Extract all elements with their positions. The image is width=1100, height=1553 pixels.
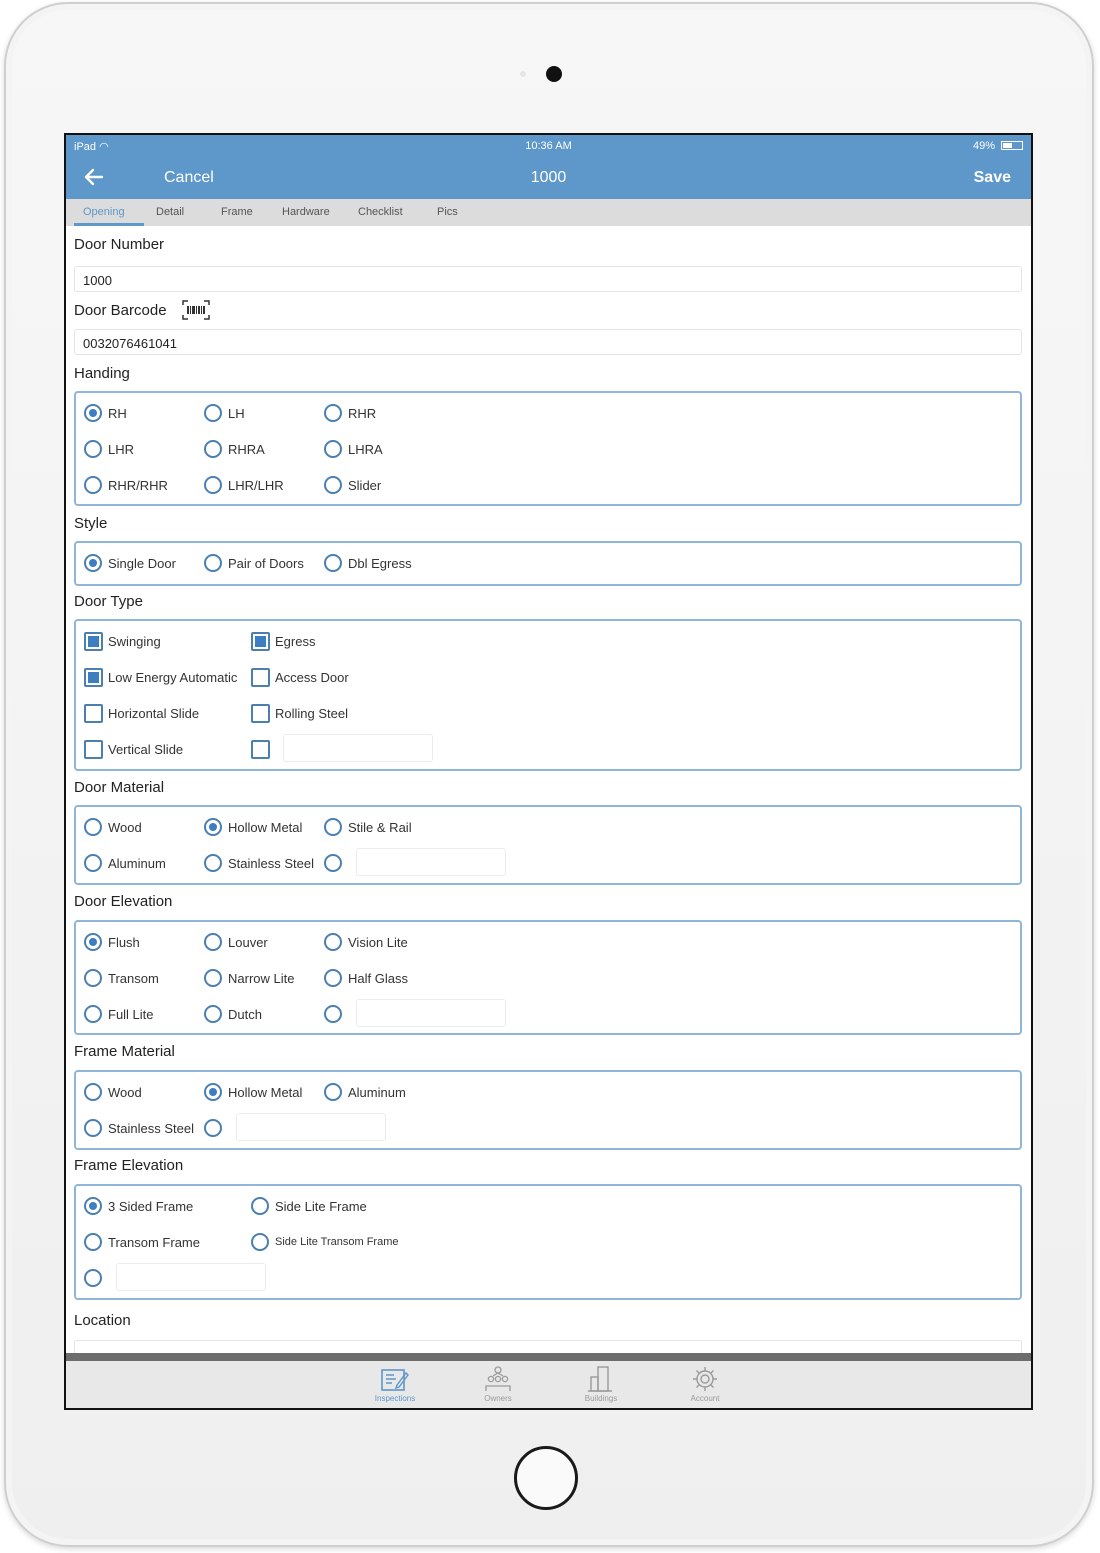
tab-strip	[66, 199, 1031, 226]
tab-checklist[interactable]: Checklist	[358, 206, 403, 218]
barcode-scan-icon[interactable]	[182, 300, 210, 320]
tab-detail[interactable]: Detail	[156, 206, 185, 218]
sensor	[520, 71, 526, 77]
radio-icon	[324, 854, 342, 872]
radio-icon	[204, 969, 222, 987]
radio-selected-icon	[84, 933, 102, 951]
radio-icon	[204, 854, 222, 872]
tab-buildings[interactable]: Buildings	[566, 1365, 636, 1403]
radio-icon	[324, 1005, 342, 1023]
radio-icon	[324, 1083, 342, 1101]
owners-icon	[483, 1365, 513, 1393]
style-group: Single Door Pair of Doors Dbl Egress	[74, 541, 1022, 586]
door-material-other-input[interactable]	[356, 848, 506, 876]
battery-percent: 49%	[972, 140, 995, 152]
style-label: Style	[74, 515, 108, 532]
radio-icon	[84, 1269, 102, 1287]
door-elevation-group: Flush Louver Vision Lite Transom Narrow Lite Half Glass Full Lite Dutch	[74, 920, 1022, 1035]
checkbox-icon	[251, 668, 270, 687]
radio-icon	[324, 969, 342, 987]
radio-icon	[204, 440, 222, 458]
radio-selected-icon	[204, 818, 222, 836]
checkbox-icon	[84, 740, 103, 759]
nav-bar	[66, 157, 1031, 199]
tab-opening[interactable]: Opening	[83, 206, 125, 218]
tab-account[interactable]: Account	[670, 1365, 740, 1403]
radio-icon	[204, 933, 222, 951]
status-bar	[66, 135, 1031, 157]
page-title: 1000	[530, 169, 567, 186]
location-input[interactable]	[74, 1340, 1022, 1353]
app-screen	[64, 133, 1033, 1410]
radio-icon	[251, 1233, 269, 1251]
form-content	[66, 226, 1031, 1353]
radio-selected-icon	[84, 1197, 102, 1215]
door-number-label: Door Number	[74, 236, 165, 253]
door-elevation-other-input[interactable]	[356, 999, 506, 1027]
door-material-group: Wood Hollow Metal Stile & Rail Aluminum Stainless Steel	[74, 805, 1022, 885]
door-type-label: Door Type	[74, 593, 143, 610]
door-type-group: Swinging Egress Low Energy Automatic Access Door Horizontal Slide Rolling Steel Vertical Slide	[74, 619, 1022, 771]
frame-material-other-input[interactable]	[236, 1113, 386, 1141]
radio-icon	[204, 1005, 222, 1023]
carrier-label: iPad ◠	[74, 141, 109, 153]
checkbox-icon	[84, 704, 103, 723]
checkbox-checked-icon	[251, 632, 270, 651]
wifi-icon: ◠	[99, 141, 109, 153]
front-camera	[546, 66, 562, 82]
tab-pics[interactable]: Pics	[437, 206, 458, 218]
frame-elevation-label: Frame Elevation	[74, 1157, 184, 1174]
radio-icon	[324, 476, 342, 494]
radio-icon	[324, 440, 342, 458]
radio-icon	[324, 404, 342, 422]
battery-icon	[1001, 141, 1023, 150]
door-elevation-label: Door Elevation	[74, 893, 173, 910]
frame-elevation-other-input[interactable]	[116, 1263, 266, 1291]
checkbox-checked-icon	[84, 668, 103, 687]
door-type-other-input[interactable]	[283, 734, 433, 762]
radio-icon	[84, 854, 102, 872]
frame-elevation-group: 3 Sided Frame Side Lite Frame Transom Frame Side Lite Transom Frame	[74, 1184, 1022, 1300]
radio-icon	[84, 476, 102, 494]
radio-icon	[204, 554, 222, 572]
radio-selected-icon	[204, 1083, 222, 1101]
cancel-button[interactable]: Cancel	[164, 169, 214, 186]
radio-icon	[84, 969, 102, 987]
frame-material-group: Wood Hollow Metal Aluminum Stainless Steel	[74, 1070, 1022, 1150]
radio-selected-icon	[84, 554, 102, 572]
radio-icon	[84, 440, 102, 458]
radio-icon	[84, 1005, 102, 1023]
radio-icon	[251, 1197, 269, 1215]
home-button[interactable]	[514, 1446, 578, 1510]
radio-icon	[204, 404, 222, 422]
door-barcode-input[interactable]: 0032076461041	[74, 329, 1022, 355]
tab-bar-divider	[66, 1353, 1031, 1361]
checkbox-checked-icon	[84, 632, 103, 651]
radio-icon	[204, 476, 222, 494]
inspections-icon	[380, 1365, 410, 1393]
radio-icon	[324, 933, 342, 951]
radio-selected-icon	[84, 404, 102, 422]
door-barcode-label: Door Barcode	[74, 302, 167, 319]
tab-owners[interactable]: Owners	[463, 1365, 533, 1403]
save-button[interactable]: Save	[973, 169, 1011, 186]
tab-hardware[interactable]: Hardware	[282, 206, 330, 218]
door-number-input[interactable]: 1000	[74, 266, 1022, 292]
tab-inspections[interactable]: Inspections	[360, 1365, 430, 1403]
checkbox-icon	[251, 704, 270, 723]
gear-icon	[690, 1365, 720, 1393]
radio-icon	[84, 818, 102, 836]
door-material-label: Door Material	[74, 779, 165, 796]
checkbox-icon	[251, 740, 270, 759]
clock: 10:36 AM	[525, 140, 572, 152]
radio-icon	[204, 1119, 222, 1137]
handing-label: Handing	[74, 365, 130, 382]
radio-icon	[324, 818, 342, 836]
radio-icon	[84, 1119, 102, 1137]
handing-group: RH LH RHR LHR RHRA LHRA RHR/RHR LHR/LHR Slider	[74, 391, 1022, 506]
tab-frame[interactable]: Frame	[221, 206, 253, 218]
bottom-tab-bar	[66, 1361, 1031, 1410]
radio-icon	[84, 1233, 102, 1251]
buildings-icon	[586, 1365, 616, 1393]
location-label: Location	[74, 1312, 131, 1329]
radio-icon	[324, 554, 342, 572]
frame-material-label: Frame Material	[74, 1043, 175, 1060]
radio-icon	[84, 1083, 102, 1101]
